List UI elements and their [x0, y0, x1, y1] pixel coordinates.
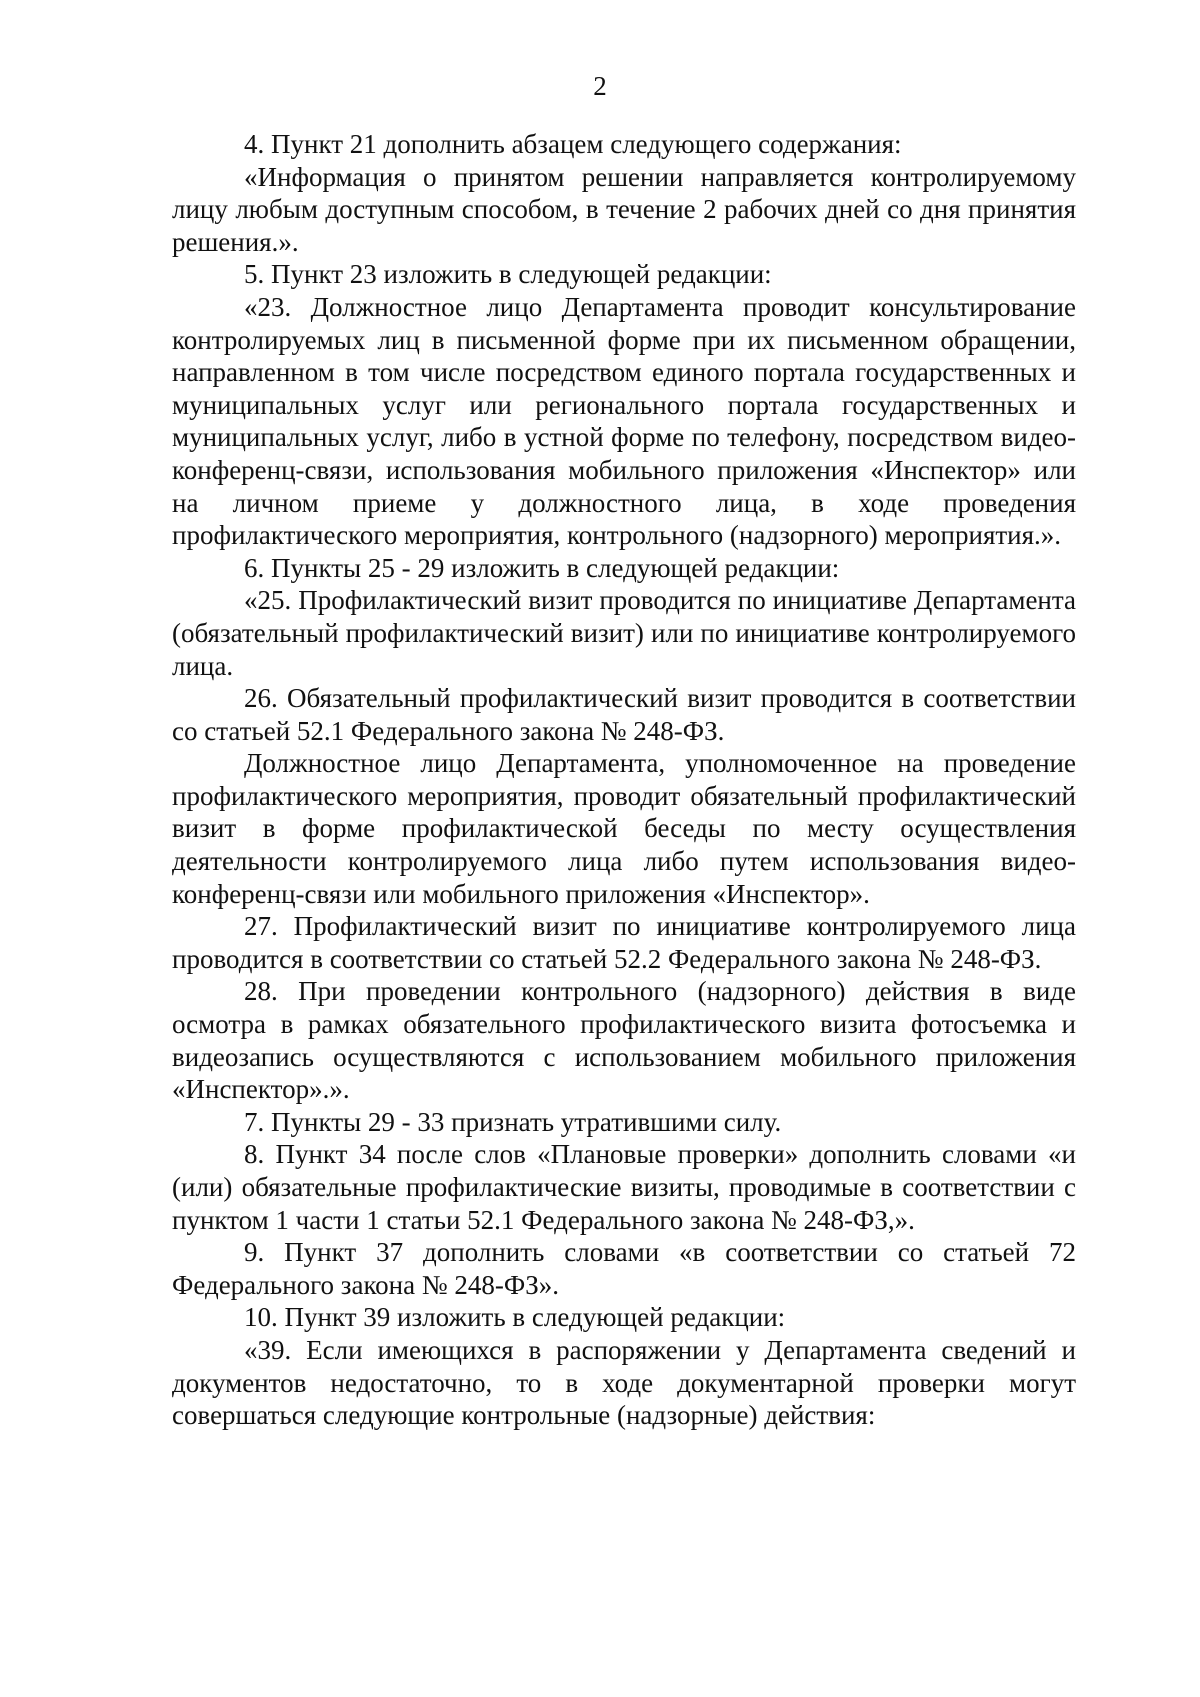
paragraph-item-6: 6. Пункты 25 - 29 изложить в следующей редакции:	[244, 552, 840, 583]
paragraph-quote-item-28: 28. При проведении контрольного (надзорного) действия в виде осмотра в рамках обязательного профилактического визита фотосъемка и видеозапись осуществляются с использованием мобильного приложения «Инспектор».».	[172, 976, 1076, 1105]
paragraph-quote-item-21: «Информация о принятом решении направляется контролируемому лицу любым доступным способом, в течение 2 рабочих дней со дня принятия решения.».	[172, 161, 1076, 257]
paragraph-quote-item-23: «23. Должностное лицо Департамента проводит консультирование контролируемых лиц в письменной форме при их письменном обращении, направленном в том числе посредством единого портала государственных и муниципальных услуг или регионального портала государственных и муниципальных услуг, либо в устной форме по телефону, посредством видео-конференц-связи, использования мобильного приложения «Инспектор» или на личном приеме у должностного лица, в ходе проведения профилактического мероприятия, контрольного (надзорного) мероприятия.».	[172, 291, 1076, 551]
paragraph-item-5: 5. Пункт 23 изложить в следующей редакции:	[244, 259, 772, 290]
paragraph-item-10: 10. Пункт 39 изложить в следующей редакции:	[244, 1302, 786, 1333]
paragraph-quote-item-25: «25. Профилактический визит проводится по инициативе Департамента (обязательный профилактический визит) или по инициативе контролируемого лица.	[172, 585, 1076, 681]
paragraph-quote-item-27: 27. Профилактический визит по инициативе контролируемого лица проводится в соответствии со статьей 52.2 Федерального закона № 248-ФЗ.	[172, 911, 1076, 974]
paragraph-item-8: 8. Пункт 34 после слов «Плановые проверки» дополнить словами «и (или) обязательные профилактические визиты, проводимые в соответствии с пунктом 1 части 1 статьи 52.1 Федерального закона № 248-ФЗ,».	[172, 1139, 1076, 1235]
paragraph-quote-item-26: 26. Обязательный профилактический визит проводится в соответствии со статьей 52.1 Федерального закона № 248-ФЗ.	[172, 683, 1076, 746]
document-body	[172, 128, 1076, 1432]
paragraph-item-9: 9. Пункт 37 дополнить словами «в соответствии со статьей 72 Федерального закона № 248-ФЗ».	[172, 1237, 1076, 1300]
paragraph-quote-item-26-cont: Должностное лицо Департамента, уполномоченное на проведение профилактического мероприятия, проводит обязательный профилактический визит в форме профилактической беседы по месту осуществления деятельности контролируемого лица либо путем использования видео-конференц-связи или мобильного приложения «Инспектор».	[172, 748, 1076, 909]
paragraph-item-7: 7. Пункты 29 - 33 признать утратившими силу.	[244, 1106, 782, 1137]
paragraph-quote-item-39: «39. Если имеющихся в распоряжении у Департамента сведений и документов недостаточно, то в ходе документарной проверки могут совершаться следующие контрольные (надзорные) действия:	[172, 1334, 1076, 1431]
page-number: 2	[593, 71, 607, 101]
paragraph-item-4: 4. Пункт 21 дополнить абзацем следующего содержания:	[244, 129, 902, 159]
